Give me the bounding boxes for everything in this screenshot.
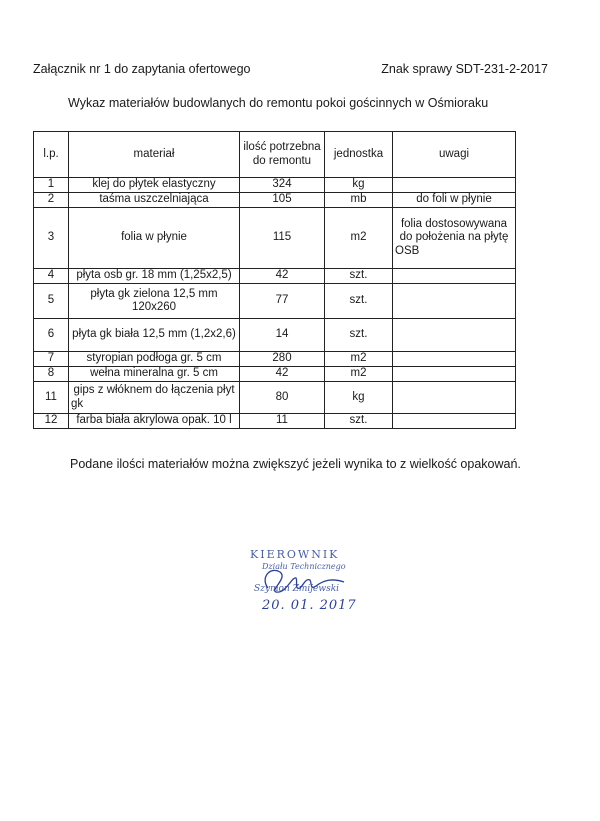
table-row <box>34 193 516 208</box>
stamp-title: KIEROWNIK <box>250 548 340 561</box>
cell-lp: 12 <box>34 414 69 429</box>
cell-qty: 80 <box>240 382 325 414</box>
cell-lp: 2 <box>34 193 69 208</box>
cell-lp: 7 <box>34 352 69 367</box>
cell-material: wełna mineralna gr. 5 cm <box>69 367 240 382</box>
col-header-notes: uwagi <box>393 132 516 178</box>
cell-material: płyta gk biała 12,5 mm (1,2x2,6) <box>69 319 240 352</box>
cell-unit: szt. <box>325 284 393 319</box>
attachment-label: Załącznik nr 1 do zapytania ofertowego <box>33 62 251 76</box>
cell-notes <box>393 319 516 352</box>
case-reference: Znak sprawy SDT-231-2-2017 <box>381 62 548 76</box>
cell-lp: 8 <box>34 367 69 382</box>
cell-unit: szt. <box>325 414 393 429</box>
cell-qty: 115 <box>240 208 325 269</box>
cell-lp: 1 <box>34 178 69 193</box>
cell-qty: 42 <box>240 269 325 284</box>
cell-lp: 5 <box>34 284 69 319</box>
signature-stamp <box>240 548 380 638</box>
cell-unit: szt. <box>325 319 393 352</box>
cell-qty: 324 <box>240 178 325 193</box>
cell-notes <box>393 414 516 429</box>
cell-material: styropian podłoga gr. 5 cm <box>69 352 240 367</box>
table-row <box>34 269 516 284</box>
table-row <box>34 382 516 414</box>
cell-material: płyta osb gr. 18 mm (1,25x2,5) <box>69 269 240 284</box>
cell-lp: 11 <box>34 382 69 414</box>
cell-material: klej do płytek elastyczny <box>69 178 240 193</box>
cell-notes <box>393 178 516 193</box>
col-header-qty: ilość potrzebna do remontu <box>240 132 325 178</box>
col-header-material: materiał <box>69 132 240 178</box>
cell-notes <box>393 284 516 319</box>
cell-unit: mb <box>325 193 393 208</box>
cell-material: gips z włóknem do łączenia płyt gk <box>69 382 240 414</box>
cell-unit: m2 <box>325 208 393 269</box>
cell-material: farba biała akrylowa opak. 10 l <box>69 414 240 429</box>
table-row <box>34 178 516 193</box>
cell-material: taśma uszczelniająca <box>69 193 240 208</box>
cell-qty: 42 <box>240 367 325 382</box>
cell-material: folia w płynie <box>69 208 240 269</box>
cell-notes <box>393 367 516 382</box>
cell-unit: kg <box>325 178 393 193</box>
table-row <box>34 414 516 429</box>
cell-notes: folia dostosowywana do położenia na płytę OSB <box>393 208 516 269</box>
table-row <box>34 352 516 367</box>
table-row <box>34 319 516 352</box>
cell-unit: kg <box>325 382 393 414</box>
cell-unit: szt. <box>325 269 393 284</box>
stamp-name: Szymon Zmijewski <box>254 584 340 594</box>
cell-lp: 6 <box>34 319 69 352</box>
cell-unit: m2 <box>325 367 393 382</box>
cell-notes <box>393 352 516 367</box>
cell-lp: 3 <box>34 208 69 269</box>
cell-unit: m2 <box>325 352 393 367</box>
materials-table <box>33 131 516 429</box>
cell-notes: do foli w płynie <box>393 193 516 208</box>
cell-qty: 77 <box>240 284 325 319</box>
cell-qty: 280 <box>240 352 325 367</box>
cell-qty: 14 <box>240 319 325 352</box>
cell-qty: 105 <box>240 193 325 208</box>
col-header-unit: jednostka <box>325 132 393 178</box>
cell-lp: 4 <box>34 269 69 284</box>
table-row <box>34 208 516 269</box>
cell-notes <box>393 382 516 414</box>
table-row <box>34 367 516 382</box>
cell-material: płyta gk zielona 12,5 mm 120x260 <box>69 284 240 319</box>
table-header-row <box>34 132 516 178</box>
footer-note: Podane ilości materiałów można zwiększyć jeżeli wynika to z wielkość opakowań. <box>70 457 521 471</box>
stamp-department: Działu Technicznego <box>262 562 346 571</box>
handwritten-signature <box>240 548 380 638</box>
cell-qty: 11 <box>240 414 325 429</box>
document-title: Wykaz materiałów budowlanych do remontu pokoi gościnnych w Ośmioraku <box>68 96 489 110</box>
cell-notes <box>393 269 516 284</box>
table-row <box>34 284 516 319</box>
col-header-lp: l.p. <box>34 132 69 178</box>
signature-date: 20. 01. 2017 <box>262 598 357 613</box>
